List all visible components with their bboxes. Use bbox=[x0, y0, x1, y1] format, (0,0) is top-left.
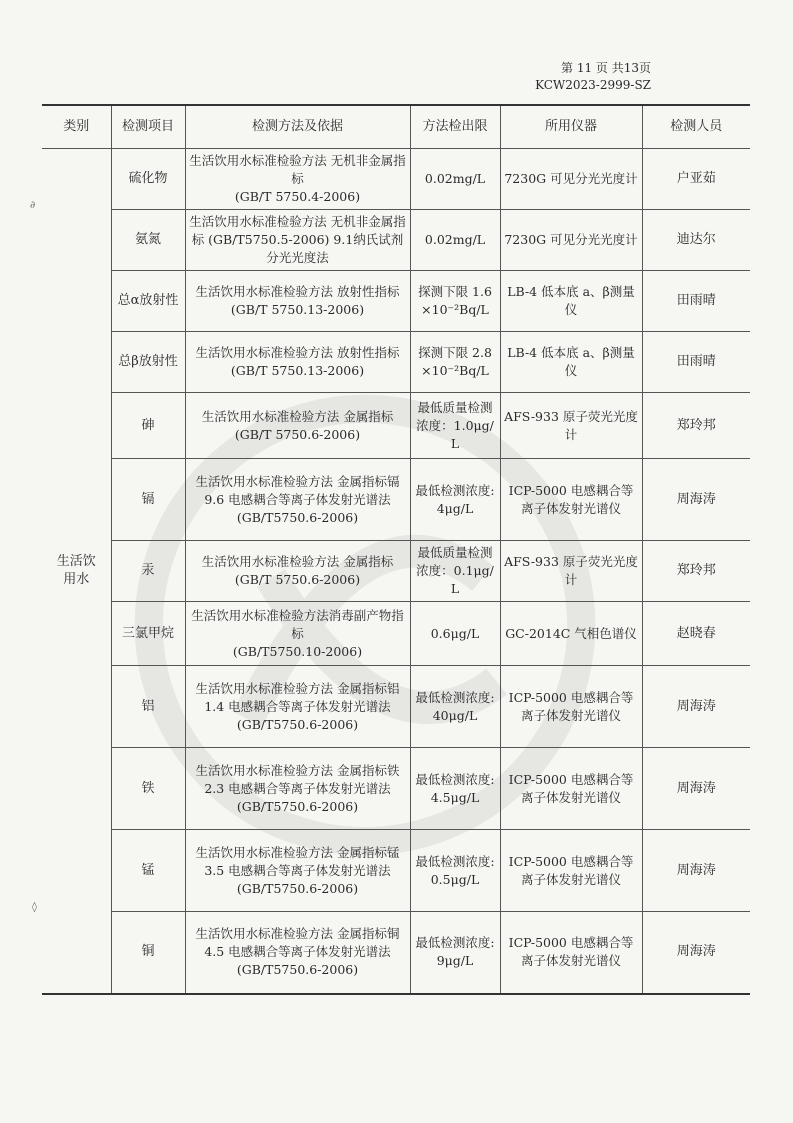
detection-limit-cell: 最低检测浓度:4μg/L bbox=[410, 459, 500, 541]
tester-cell: 田雨晴 bbox=[642, 332, 750, 393]
test-item-cell: 总β放射性 bbox=[111, 332, 185, 393]
standard-code: (GB/T 5750.4-2006) bbox=[234, 189, 361, 204]
detection-limit-cell: 最低检测浓度:4.5μg/L bbox=[410, 748, 500, 830]
instrument-cell: ICP-5000 电感耦合等离子体发射光谱仪 bbox=[500, 459, 642, 541]
method-cell bbox=[185, 602, 410, 666]
detection-limit-cell: 最低检测浓度:0.5μg/L bbox=[410, 830, 500, 912]
table-header-row bbox=[42, 105, 750, 149]
column-header-instrument: 所用仪器 bbox=[500, 105, 642, 149]
standard-code: (GB/T 5750.13-2006) bbox=[230, 363, 365, 378]
method-cell bbox=[185, 912, 410, 994]
column-header-limit: 方法检出限 bbox=[410, 105, 500, 149]
tester-cell: 周海涛 bbox=[642, 912, 750, 994]
tester-cell: 郑玲邦 bbox=[642, 393, 750, 459]
category-cell: 生活饮用水 bbox=[42, 149, 111, 994]
table-row bbox=[42, 748, 750, 830]
column-header-item: 检测项目 bbox=[111, 105, 185, 149]
method-cell bbox=[185, 210, 410, 271]
table-row bbox=[42, 541, 750, 602]
table-row bbox=[42, 210, 750, 271]
instrument-cell: ICP-5000 电感耦合等离子体发射光谱仪 bbox=[500, 912, 642, 994]
tester-cell: 赵晓春 bbox=[642, 602, 750, 666]
tester-cell: 周海涛 bbox=[642, 748, 750, 830]
detection-limit-cell: 探测下限 1.6×10⁻²Bq/L bbox=[410, 271, 500, 332]
method-text: 生活饮用水标准检验方法 金属指标锰 3.5 电感耦合等离子体发射光谱法 bbox=[195, 844, 400, 878]
method-text: 生活饮用水标准检验方法 金属指标铝 1.4 电感耦合等离子体发射光谱法 bbox=[195, 680, 400, 714]
standard-code: (GB/T 5750.6-2006) bbox=[234, 572, 361, 587]
detection-limit-cell: 最低质量检测浓度：1.0μg/L bbox=[410, 393, 500, 459]
column-header-method: 检测方法及依据 bbox=[185, 105, 410, 149]
test-item-cell: 铁 bbox=[111, 748, 185, 830]
table-row bbox=[42, 912, 750, 994]
instrument-cell: ICP-5000 电感耦合等离子体发射光谱仪 bbox=[500, 748, 642, 830]
standard-code: (GB/T5750.6-2006) bbox=[236, 798, 359, 814]
page-number: 第 11 页 共13页 bbox=[561, 61, 651, 75]
tester-cell: 周海涛 bbox=[642, 459, 750, 541]
detection-limit-cell: 0.6μg/L bbox=[410, 602, 500, 666]
table-row bbox=[42, 459, 750, 541]
instrument-cell: 7230G 可见分光光度计 bbox=[500, 149, 642, 210]
method-cell bbox=[185, 830, 410, 912]
method-cell bbox=[185, 332, 410, 393]
scan-speck: ◊ bbox=[32, 902, 37, 913]
standard-code: (GB/T5750.10-2006) bbox=[232, 643, 363, 659]
instrument-cell: AFS-933 原子荧光光度计 bbox=[500, 393, 642, 459]
test-item-cell: 汞 bbox=[111, 541, 185, 602]
column-header-person: 检测人员 bbox=[642, 105, 750, 149]
test-item-cell: 总α放射性 bbox=[111, 271, 185, 332]
method-text: 生活饮用水标准检验方法 无机非金属指标 (GB/T5750.5-2006) 9.1纳氏试剂分光光度法 bbox=[189, 214, 406, 265]
method-text: 生活饮用水标准检验方法消毒副产物指标 bbox=[191, 607, 404, 641]
method-text: 生活饮用水标准检验方法 无机非金属指标 bbox=[189, 153, 406, 186]
instrument-cell: AFS-933 原子荧光光度计 bbox=[500, 541, 642, 602]
test-item-cell: 铝 bbox=[111, 666, 185, 748]
method-text: 生活饮用水标准检验方法 放射性指标 bbox=[195, 284, 400, 299]
detection-limit-cell: 最低质量检测浓度：0.1μg/L bbox=[410, 541, 500, 602]
method-text: 生活饮用水标准检验方法 放射性指标 bbox=[195, 345, 400, 360]
method-cell bbox=[185, 149, 410, 210]
detection-limit-cell: 最低检测浓度:9μg/L bbox=[410, 912, 500, 994]
instrument-cell: GC-2014C 气相色谱仪 bbox=[500, 602, 642, 666]
standard-code: (GB/T5750.6-2006) bbox=[236, 880, 359, 896]
instrument-cell: ICP-5000 电感耦合等离子体发射光谱仪 bbox=[500, 666, 642, 748]
instrument-cell: LB-4 低本底 a、β测量仪 bbox=[500, 271, 642, 332]
test-item-cell: 砷 bbox=[111, 393, 185, 459]
method-text: 生活饮用水标准检验方法 金属指标铁 2.3 电感耦合等离子体发射光谱法 bbox=[195, 762, 400, 796]
method-cell bbox=[185, 748, 410, 830]
test-method-table bbox=[42, 104, 750, 995]
tester-cell: 户亚茹 bbox=[642, 149, 750, 210]
page-header bbox=[535, 60, 651, 94]
method-cell bbox=[185, 541, 410, 602]
method-text: 生活饮用水标准检验方法 金属指标镉 9.6 电感耦合等离子体发射光谱法 bbox=[195, 473, 400, 507]
standard-code: (GB/T 5750.13-2006) bbox=[230, 302, 365, 317]
table-row bbox=[42, 332, 750, 393]
test-item-cell: 三氯甲烷 bbox=[111, 602, 185, 666]
method-cell bbox=[185, 666, 410, 748]
tester-cell: 迪达尔 bbox=[642, 210, 750, 271]
tester-cell: 郑玲邦 bbox=[642, 541, 750, 602]
column-header-category: 类别 bbox=[42, 105, 111, 149]
table-body bbox=[42, 149, 750, 994]
detection-limit-cell: 探测下限 2.8×10⁻²Bq/L bbox=[410, 332, 500, 393]
standard-code: (GB/T 5750.6-2006) bbox=[234, 426, 361, 442]
table-row bbox=[42, 149, 750, 210]
method-text: 生活饮用水标准检验方法 金属指标 bbox=[201, 408, 394, 424]
method-cell bbox=[185, 393, 410, 459]
method-cell bbox=[185, 271, 410, 332]
test-item-cell: 硫化物 bbox=[111, 149, 185, 210]
standard-code: (GB/T5750.6-2006) bbox=[236, 962, 359, 978]
method-text: 生活饮用水标准检验方法 金属指标 bbox=[201, 554, 394, 569]
table-row bbox=[42, 271, 750, 332]
standard-code: (GB/T5750.6-2006) bbox=[236, 509, 359, 525]
tester-cell: 田雨晴 bbox=[642, 271, 750, 332]
tester-cell: 周海涛 bbox=[642, 666, 750, 748]
method-cell bbox=[185, 459, 410, 541]
test-item-cell: 氨氮 bbox=[111, 210, 185, 271]
table-row bbox=[42, 393, 750, 459]
test-item-cell: 锰 bbox=[111, 830, 185, 912]
instrument-cell: 7230G 可见分光光度计 bbox=[500, 210, 642, 271]
test-item-cell: 铜 bbox=[111, 912, 185, 994]
scan-speck: ∂ bbox=[30, 200, 36, 211]
instrument-cell: ICP-5000 电感耦合等离子体发射光谱仪 bbox=[500, 830, 642, 912]
standard-code: (GB/T5750.6-2006) bbox=[236, 716, 359, 732]
detection-limit-cell: 最低检测浓度:40μg/L bbox=[410, 666, 500, 748]
table-row bbox=[42, 602, 750, 666]
table-row bbox=[42, 666, 750, 748]
test-item-cell: 镉 bbox=[111, 459, 185, 541]
table-row bbox=[42, 830, 750, 912]
report-number: KCW2023-2999-SZ bbox=[535, 78, 651, 92]
instrument-cell: LB-4 低本底 a、β测量仪 bbox=[500, 332, 642, 393]
detection-limit-cell: 0.02mg/L bbox=[410, 149, 500, 210]
tester-cell: 周海涛 bbox=[642, 830, 750, 912]
method-text: 生活饮用水标准检验方法 金属指标铜 4.5 电感耦合等离子体发射光谱法 bbox=[195, 926, 400, 960]
detection-limit-cell: 0.02mg/L bbox=[410, 210, 500, 271]
